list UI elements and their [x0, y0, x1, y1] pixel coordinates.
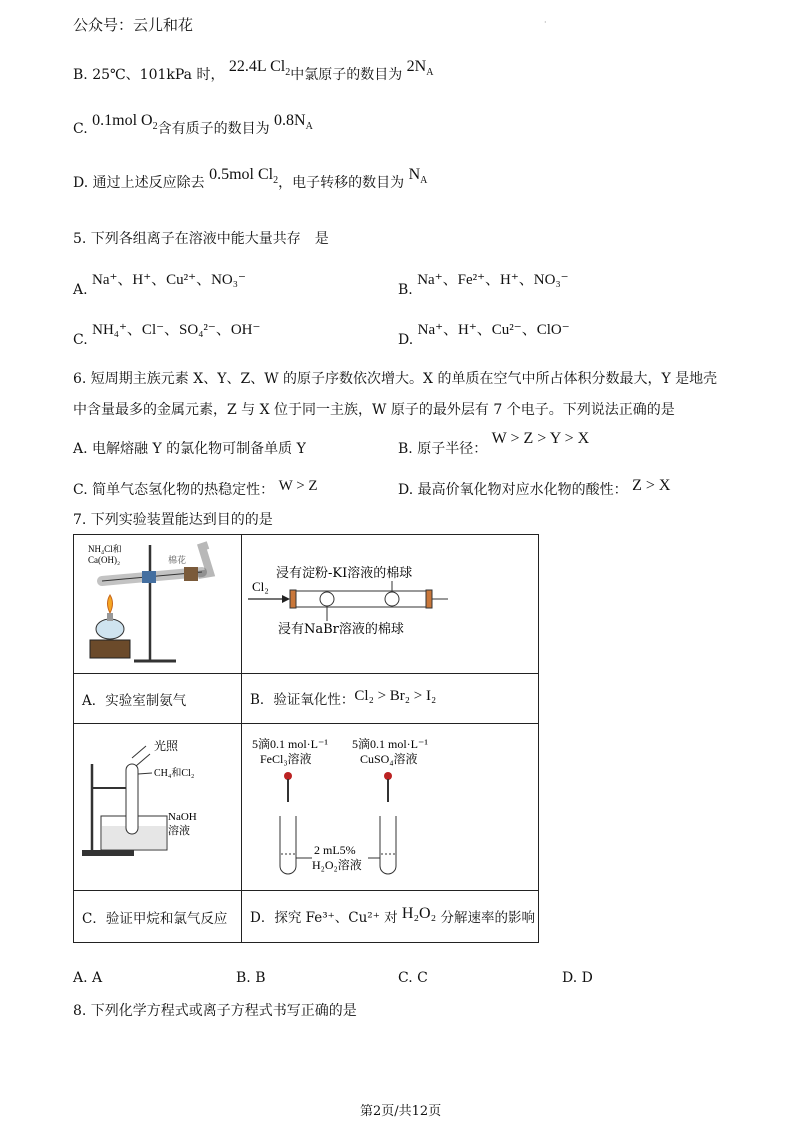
q7-option-a: A. A [73, 970, 103, 986]
q6-option-d: D. 最高价氧化物对应水化物的酸性： Z > X [398, 477, 671, 498]
h2o2-label: H₂O₂溶液 [312, 858, 362, 872]
apparatus-a-figure [74, 535, 241, 669]
q7-option-d: D. D [562, 970, 593, 986]
apparatus-c-figure [74, 724, 241, 886]
q5-stem: 5. 下列各组离子在溶液中能大量共存 是 [73, 231, 329, 247]
reagent-label-2: Ca(OH)₂ [88, 555, 121, 565]
apparatus-c-cell [74, 724, 242, 891]
nabr-label: 浸有NaBr溶液的棉球 [278, 622, 404, 637]
h2o2-volume-label: 2 mL5% [314, 843, 356, 857]
page-number: 第2页/共12页 [360, 1104, 442, 1119]
experiment-table [73, 534, 539, 943]
q5-option-d: D. Na⁺、H⁺、Cu²⁻、ClO⁻ [398, 322, 570, 348]
apparatus-b-cell [242, 535, 539, 674]
caption-a: A．实验室制氨气 [74, 674, 242, 724]
dot-mark: · [544, 18, 547, 27]
q6-stem-line1: 6. 短周期主族元素 X、Y、Z、W 的原子序数依次增大。X 的单质在空气中所占体积分数最大，Y 是地壳 [73, 371, 718, 387]
fecl3-conc-label: 5滴0.1 mol·L⁻¹ [252, 737, 328, 751]
naoh-label: NaOH [168, 811, 197, 823]
q6-option-a: A. 电解熔融 Y 的氯化物可制备单质 Y [73, 441, 306, 457]
solution-label: 溶液 [168, 824, 190, 837]
q4-option-b: B. 25℃、101kPa 时， 22.4L $Cl_2$中氯原子的数目为 $2N_A$ [73, 58, 434, 83]
q6-option-c: C. 简单气态氢化物的热稳定性： W > Z [73, 478, 318, 498]
q5-option-a: A. Na⁺、H⁺、Cu²⁺、NO₃⁻ [73, 272, 246, 298]
q4-option-d: D. 通过上述反应除去 0.5mol $Cl_2$，电子转移的数目为 $N_A$ [73, 166, 428, 191]
apparatus-d-cell [242, 724, 539, 891]
apparatus-b-figure [242, 535, 538, 669]
apparatus-a-cell [74, 535, 242, 674]
q8-stem: 8. 下列化学方程式或离子方程式书写正确的是 [73, 1003, 357, 1019]
q7-stem: 7. 下列实验装置能达到目的的是 [73, 512, 273, 528]
q5-option-c: C. NH₄⁺、Cl⁻、SO₄²⁻、OH⁻ [73, 322, 261, 348]
caption-d: D．探究 Fe³⁺、Cu²⁺ 对 H₂O₂ 分解速率的影响 [242, 891, 539, 943]
account-header: 公众号：云儿和花 [73, 16, 194, 34]
fecl3-label: FeCl₃溶液 [260, 752, 312, 766]
caption-b: B．验证氧化性：Cl₂ > Br₂ > I₂ [242, 674, 539, 724]
q6-stem-line2: 中含量最多的金属元素，Z 与 X 位于同一主族，W 原子的最外层有 7 个电子。下列说法正确的是 [73, 402, 675, 418]
q7-option-c: C. C [398, 970, 428, 986]
light-label: 光照 [154, 739, 179, 753]
q7-option-b: B. B [236, 970, 266, 986]
cl2-label: Cl₂ [252, 579, 269, 594]
cuso4-label: CuSO₄溶液 [360, 752, 418, 766]
caption-c: C．验证甲烷和氯气反应 [74, 891, 242, 943]
cuso4-conc-label: 5滴0.1 mol·L⁻¹ [352, 737, 428, 751]
apparatus-d-figure [242, 724, 538, 886]
reagent-label-1: NH₄Cl和 [88, 544, 122, 554]
cotton-label: 棉花 [168, 556, 187, 566]
q6-option-b: B. 原子半径： W > Z > Y > X [398, 430, 590, 457]
starch-ki-label: 浸有淀粉-KI溶液的棉球 [276, 566, 413, 581]
gas-label: CH₄和Cl₂ [154, 768, 195, 779]
q5-option-b: B. Na⁺、Fe²⁺、H⁺、NO₃⁻ [398, 272, 569, 298]
q4-option-c: C. 0.1mol $O_2$含有质子的数目为 $0.8N_A$ [73, 112, 313, 137]
